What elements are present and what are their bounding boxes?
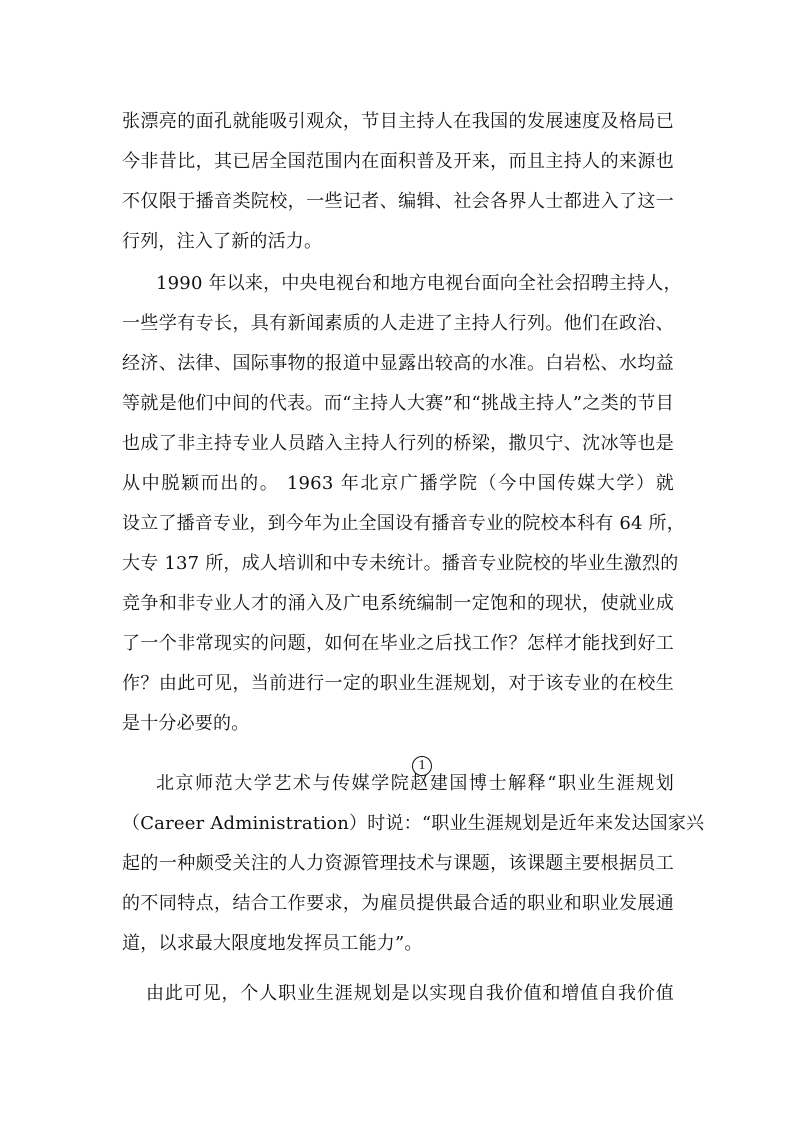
text-line: 由此可见，个人职业生涯规划是以实现自我价值和增值自我价值 — [146, 983, 674, 1004]
text-line: 了一个非常现实的问题，如何在毕业之后找工作？怎样才能找到好工 — [122, 633, 674, 654]
text-line: 竞争和非专业人才的涌入及广电系统编制一定饱和的现状，使就业成 — [122, 593, 674, 614]
text-line: 行列，注入了新的活力。 — [122, 231, 323, 252]
text-line: 的不同特点，结合工作要求，为雇员提供最合适的职业和职业发展通 — [122, 893, 674, 914]
text-line: 也成了非主持专业人员踏入主持人行列的桥梁，撒贝宁、沈冰等也是 — [122, 433, 674, 454]
text-line: 从中脱颖而出的。 1963 年北京广播学院（今中国传媒大学）就 — [122, 473, 674, 494]
text-line: 不仅限于播音类院校，一些记者、编辑、社会各界人士都进入了这一 — [122, 191, 674, 212]
text-line: 设立了播音专业，到今年为止全国设有播音专业的院校本科有 64 所， — [122, 513, 685, 534]
text-line: 1990 年以来，中央电视台和地方电视台面向全社会招聘主持人， — [156, 273, 682, 294]
text-line: 作？由此可见，当前进行一定的职业生涯规划，对于该专业的在校生 — [122, 673, 674, 694]
text-line: （Career Administration）时说：“职业生涯规划是近年来发达国家兴 — [122, 813, 705, 834]
text-line: 等就是他们中间的代表。而“主持人大赛”和“挑战主持人”之类的节目 — [122, 393, 674, 414]
text-line: 是十分必要的。 — [122, 713, 250, 734]
text-line: 道，以求最大限度地发挥员工能力”。 — [122, 933, 423, 954]
text-line: 经济、法律、国际事物的报道中显露出较高的水准。白岩松、水均益 — [122, 353, 674, 374]
footnote-marker: 1 — [412, 756, 432, 776]
text-line: 北京师范大学艺术与传媒学院赵建国博士解释“职业生涯规划 — [156, 773, 674, 794]
text-line: 起的一种颇受关注的人力资源管理技术与课题，该课题主要根据员工 — [122, 853, 674, 874]
text-line: 大专 137 所，成人培训和中专未统计。播音专业院校的毕业生激烈的 — [122, 553, 679, 574]
text-line: 今非昔比，其已居全国范围内在面积普及开来，而且主持人的来源也 — [122, 151, 674, 172]
text-line: 一些学有专长，具有新闻素质的人走进了主持人行列。他们在政治、 — [122, 313, 674, 334]
text-line: 张漂亮的面孔就能吸引观众，节目主持人在我国的发展速度及格局已 — [122, 111, 674, 132]
